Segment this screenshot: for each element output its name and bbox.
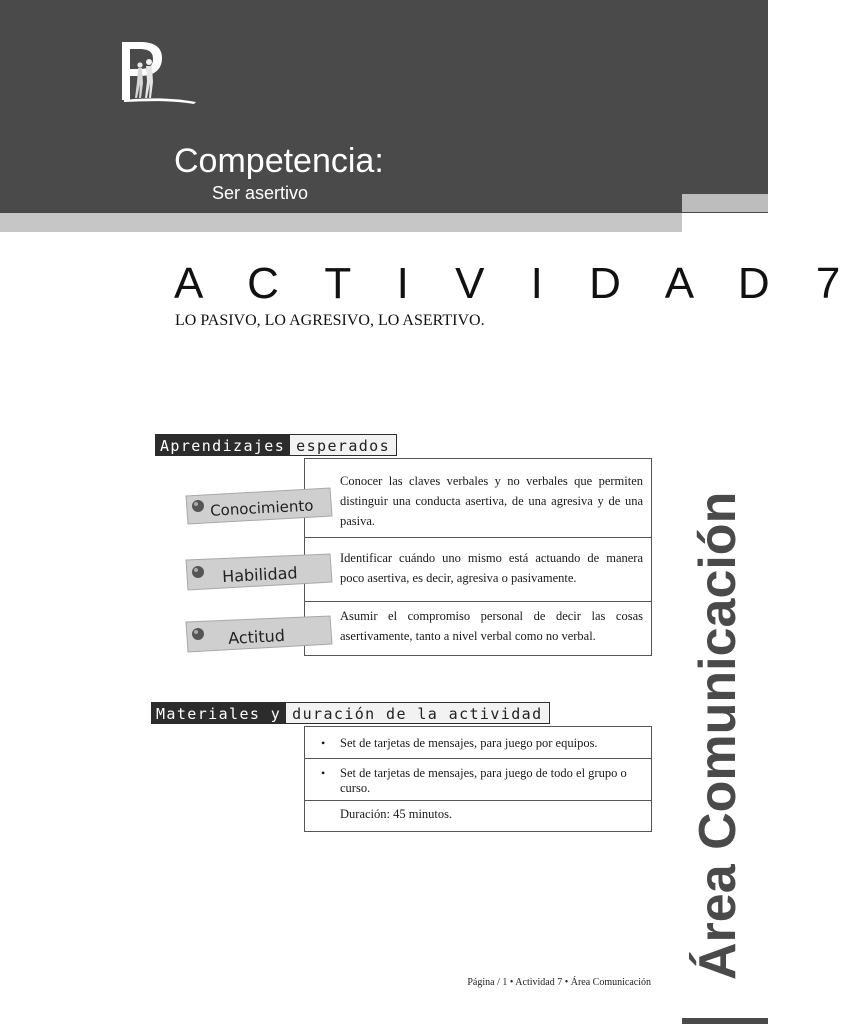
materiales-label bbox=[151, 702, 550, 724]
aprendizajes-label-light: esperados bbox=[290, 434, 397, 456]
aprendizaje-text: Identificar cuándo uno mismo está actuando de manera poco asertiva, es decir, agresiva o pasivamente. bbox=[340, 551, 643, 585]
tag-label: Conocimiento bbox=[209, 496, 314, 520]
aprendizaje-row-habilidad bbox=[305, 537, 651, 601]
page-footer: Página / 1 • Actividad 7 • Área Comunicación bbox=[467, 977, 651, 988]
tag-habilidad bbox=[184, 552, 334, 592]
bullet: • bbox=[321, 766, 326, 780]
header-stripe bbox=[0, 213, 682, 232]
side-area-label: Área Comunicación bbox=[689, 491, 747, 980]
duracion-text: Duración: 45 minutos. bbox=[340, 807, 453, 821]
side-bar bbox=[682, 1018, 768, 1024]
materiales-text: Set de tarjetas de mensajes, para juego por equipos. bbox=[340, 736, 598, 750]
pin-icon bbox=[192, 628, 204, 640]
materiales-row bbox=[305, 758, 651, 800]
header-band bbox=[0, 0, 768, 213]
materiales-label-dark: Materiales y bbox=[151, 702, 286, 724]
tag-conocimiento bbox=[184, 486, 334, 526]
aprendizajes-label bbox=[155, 434, 397, 456]
aprendizaje-text: Asumir el compromiso personal de decir las cosas asertivamente, tanto a nivel verbal como no verbal. bbox=[340, 609, 643, 643]
bullet: • bbox=[321, 736, 326, 750]
materiales-table bbox=[304, 726, 652, 832]
aprendizajes-label-dark: Aprendizajes bbox=[155, 434, 290, 456]
tag-label: Actitud bbox=[227, 625, 286, 648]
header-tab bbox=[682, 194, 768, 212]
materiales-label-light: duración de la actividad bbox=[286, 702, 549, 724]
aprendizajes-table bbox=[304, 458, 652, 656]
pin-icon bbox=[192, 500, 204, 512]
activity-subtitle: LO PASIVO, LO AGRESIVO, LO ASERTIVO. bbox=[175, 312, 485, 329]
materiales-row bbox=[305, 727, 651, 758]
materiales-row bbox=[305, 800, 651, 833]
aprendizaje-text: Conocer las claves verbales y no verbales que permiten distinguir una conducta asertiva, de una agresiva y de una pasiva. bbox=[340, 474, 643, 528]
aprendizaje-row-actitud bbox=[305, 601, 651, 657]
pin-icon bbox=[192, 566, 204, 578]
tag-label: Habilidad bbox=[221, 563, 299, 587]
competencia-title: Competencia: bbox=[174, 142, 384, 180]
activity-title: A C T I V I D A D 7 bbox=[174, 259, 857, 308]
logo bbox=[118, 38, 200, 106]
tag-actitud bbox=[184, 614, 334, 654]
materiales-text: Set de tarjetas de mensajes, para juego de todo el grupo o curso. bbox=[340, 766, 627, 795]
competencia-subtitle: Ser asertivo bbox=[212, 183, 309, 203]
aprendizaje-row-conocimiento bbox=[305, 459, 651, 537]
